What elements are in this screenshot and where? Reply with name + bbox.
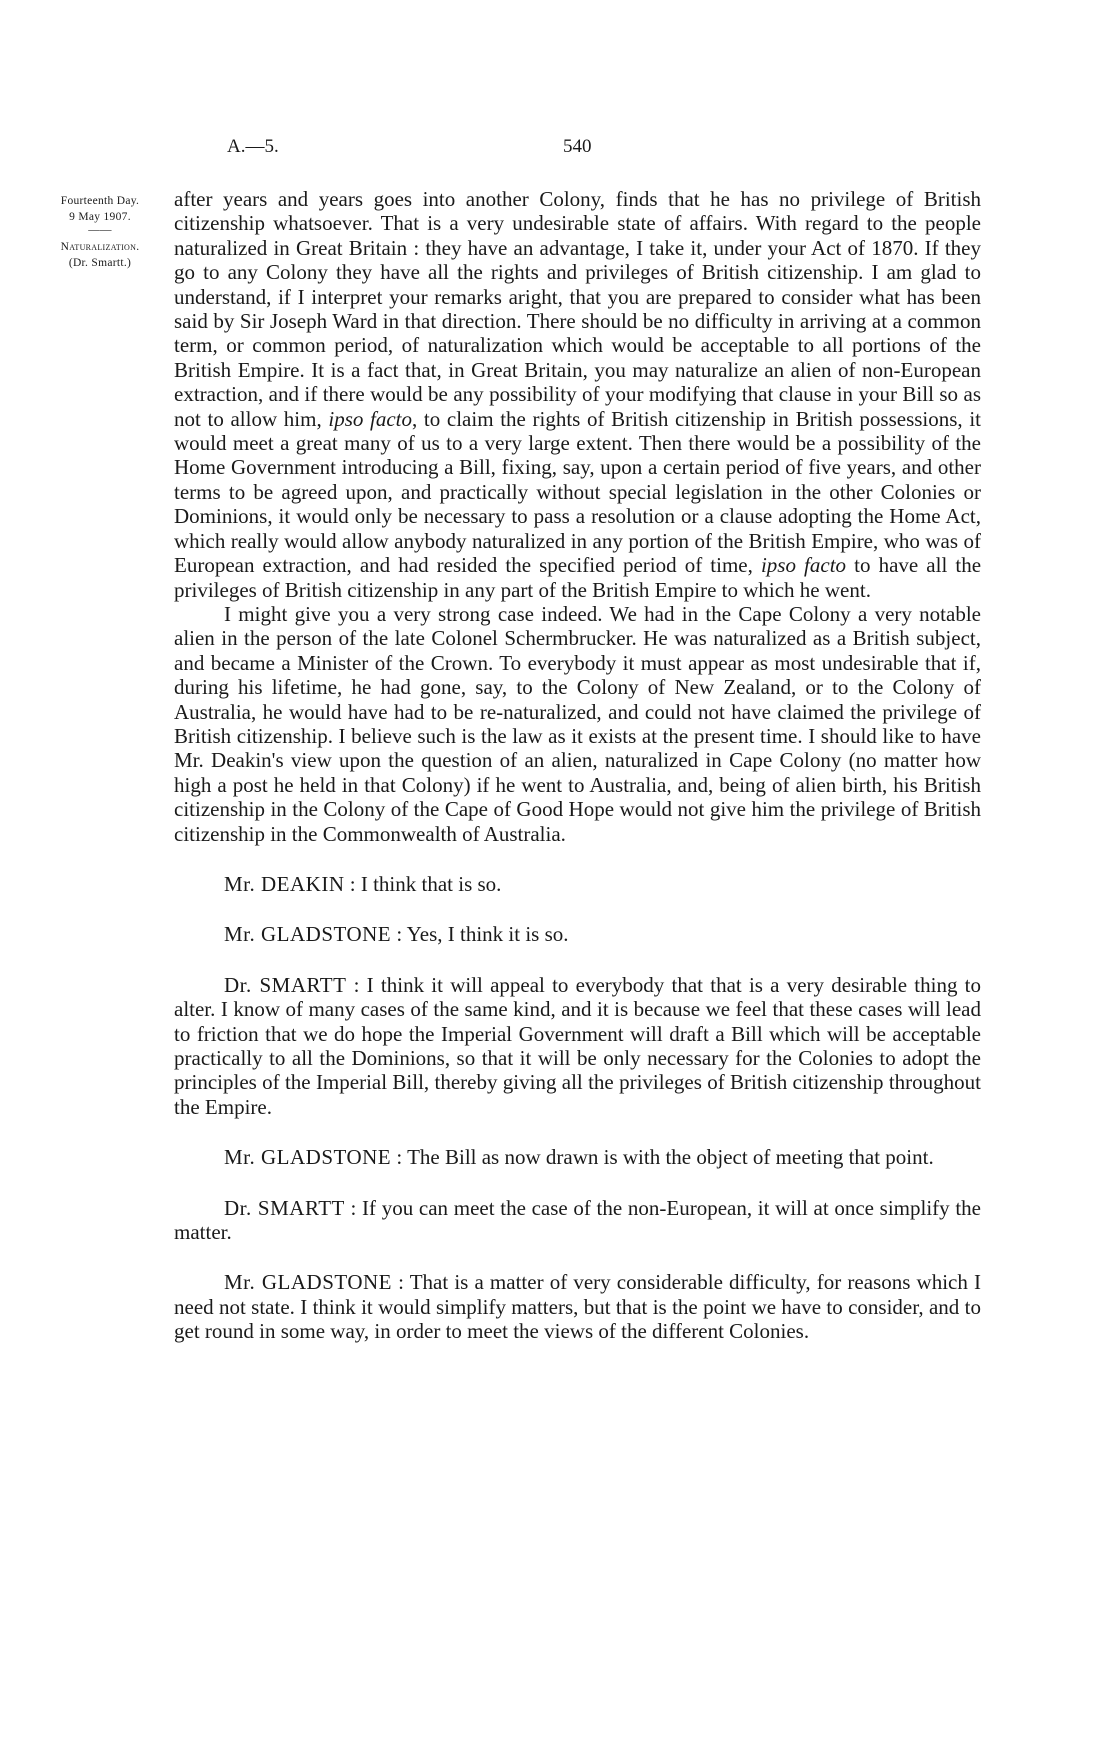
document-body <box>174 187 981 1344</box>
dialogue-text: : The Bill as now drawn is with the object of meeting that point. <box>391 1145 934 1170</box>
margin-date: 9 May 1907. <box>69 211 131 223</box>
dialogue-4 <box>174 1145 981 1169</box>
speaker-name: Dr. SMARTT <box>224 1195 345 1220</box>
margin-day: Fourteenth Day. <box>60 195 140 207</box>
dialogue-1 <box>174 872 981 896</box>
margin-subject: Naturalization. <box>60 241 140 253</box>
margin-dash: —— <box>88 224 112 236</box>
dialogue-text: : I think it will appeal to everybody that that is a very desirable thing to alter. I know of many cases of the same kind, and it is because we feel that these cases will lead to friction that we do hope the Imperial Government will draft a Bill which will be acceptable practically to all the Dominions, so that it will be only necessary for the Colonies to adopt the principles of the Imperial Bill, thereby giving all the privileges of British citizenship throughout the Empire. <box>174 972 982 1119</box>
page-header <box>0 136 1114 166</box>
paragraph-1-text-c: to have all the privileges of British citizenship in any part of the British Empire to which he went. <box>174 553 982 602</box>
speaker-name: Mr. GLADSTONE <box>224 922 392 947</box>
paragraph-1-italic-b: ipso facto <box>760 553 847 578</box>
dialogue-text: : If you can meet the case of the non-European, it will at once simplify the matter. <box>174 1195 981 1245</box>
paragraph-1-italic-a: ipso facto <box>328 406 413 431</box>
dialogue-2 <box>174 922 981 946</box>
dialogue-6 <box>174 1270 981 1343</box>
speaker-name: Mr. GLADSTONE <box>224 1145 392 1170</box>
dialogue-text: : I think that is so. <box>344 871 502 896</box>
paragraph-1 <box>174 187 981 602</box>
margin-note <box>30 193 170 271</box>
paragraph-1-text-a: after years and years goes into another Colony, finds that he has no privilege of British citizenship whatsoever. That is a very undesirable state of affairs. With regard to the people naturalized in Great Britain : they have an advantage, I take it, under your Act of 1870. If they go to any Colony they have all the rights and privileges of British citizenship. I am glad to understand, if I interpret your remarks aright, that you are prepared to consider what has been said by Sir Joseph Ward in that direction. There should be no difficulty in arriving at a common term, or common period, of naturalization which would be acceptable to all portions of the British Empire. It is a fact that, in Great Britain, you may naturalize an alien of non-European extraction, and if there would be any possibility of your modifying that clause in your Bill so as not to allow him, <box>174 187 981 431</box>
margin-speaker: (Dr. Smartt.) <box>68 257 132 269</box>
page-number: 540 <box>563 136 592 157</box>
speaker-name: Mr. GLADSTONE <box>224 1270 392 1295</box>
speaker-name: Mr. DEAKIN <box>224 871 345 896</box>
document-reference: A.—5. <box>227 136 279 157</box>
dialogue-5 <box>174 1196 981 1245</box>
paragraph-2: I might give you a very strong case indeed. We had in the Cape Colony a very notable alien in the person of the late Colonel Schermbrucker. He was naturalized as a British subject, and became a Minister of the Crown. To everybody it must appear as most undesirable that if, during his lifetime, he had gone, say, to the Colony of New Zealand, or to the Colony of Australia, he would have had to be re-naturalized, and could not have claimed the privilege of British citizenship. I believe such is the law as it exists at the present time. I should like to have Mr. Deakin's view upon the question of an alien, naturalized in Cape Colony (no matter how high a post he held in that Colony) if he went to Australia, and, being of alien birth, his British citizenship in the Colony of the Cape of Good Hope would not give him the privilege of British citizenship in the Commonwealth of Australia. <box>174 601 981 846</box>
dialogue-3 <box>174 973 981 1119</box>
speaker-name: Dr. SMARTT <box>224 972 347 997</box>
paragraph-1-text-b: , to claim the rights of British citizenship in British possessions, it would meet a great many of us to a very large extent. Then there would be a possibility of the Home Government introducing a Bill, fixing, say, upon a certain period of five years, and other terms to be agreed upon, and practically without special legislation in the other Colonies or Dominions, it would only be necessary to pass a resolution or a clause adopting the Home Act, which really would allow anybody naturalized in any portion of the British Empire, who was of European extraction, and had resided the specified period of time, <box>174 406 981 578</box>
dialogue-text: : Yes, I think it is so. <box>391 922 569 947</box>
dialogue-text: : That is a matter of very considerable difficulty, for reasons which I need not state. I think it would simplify matters, but that is the point we have to consider, and to get round in some way, in order to meet the views of the different Colonies. <box>174 1270 981 1344</box>
